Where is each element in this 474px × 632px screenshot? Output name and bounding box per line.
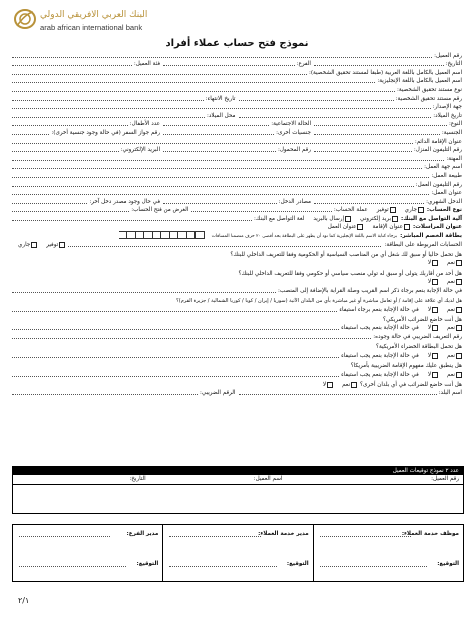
nationality-field[interactable]: الجنسية: [314,129,462,136]
linked-current-checkbox[interactable]: جاري [18,242,37,248]
us-tax-yes[interactable]: نعم [447,325,462,331]
officer-box [12,524,464,582]
tin-field[interactable]: رقم التعريف الضريبي في حالة وجوده: [12,333,462,340]
home-addr-checkbox[interactable]: عنوان الإقامة [372,224,409,230]
income-sources-field[interactable]: مصادر الدخل: [163,198,311,205]
date-field[interactable]: التاريخ: [314,60,462,67]
contact-lang-field[interactable]: لغة التواصل مع البنك: [12,215,304,222]
sanctioned-fill-field[interactable]: في حالة الإجابة بنعم برجاء استيفاء [12,306,419,313]
signature-box [12,466,464,514]
question-us-tax: هل أنت خاضع للضرائب الأمريكي؟ [383,316,462,323]
relative-no[interactable]: لا [428,279,438,285]
work-phone-field[interactable]: رقم التليفون العمل: [12,181,462,188]
form-title: نموذج فتح حساب عملاء أفراد [165,38,309,49]
logo-icon [14,8,36,30]
marital-field[interactable]: الحالة الاجتماعية: [163,120,311,127]
sig-date: التاريخ: [129,476,146,482]
service-manager-cell[interactable]: مدير خدمة العملاء: التوقيع: [162,525,312,581]
card-note: برجاء كتابة الاسم باللغة الإنجليزية كما تود أن يظهر على البطاقة بحد أقصى ٢٠ حرف متضمنا المسافات [211,234,398,240]
linked-accounts-label: الحسابات المربوطة على البطاقة: [384,241,462,248]
work-nature-field[interactable]: طبيعة العمل: [12,172,462,179]
us-residency-fill-field[interactable]: في حالة الإجابة بنعم يجب استيفاء [12,371,419,378]
name-ar-field[interactable]: اسم العميل بالكامل باللغة العربية (طبقا لمستند تحقيق الشخصية): [12,69,462,76]
signature-info-row [13,475,463,485]
gender-field[interactable]: النوع: [314,120,462,127]
pep-no[interactable]: لا [428,260,438,266]
other-tax-yes[interactable]: نعم [342,382,357,388]
card-name-boxes[interactable] [119,231,205,239]
sig-client-no: رقم العميل: [431,476,459,482]
bank-name-ar: البنك العربي الافريقي الدولي [40,10,148,20]
current-checkbox[interactable]: جاري [405,207,424,213]
email-field[interactable]: البريد الإلكتروني: [12,146,160,153]
question-us-residency: هل ينطبق عليك مفهوم الإقامة الضريبية بأمريكا؟ [350,362,462,369]
id-number-field[interactable]: رقم مستند تحقيق الشخصية: [239,95,463,102]
id-expiry-field[interactable]: تاريخ الانتهاء: [12,95,236,102]
birth-place-field[interactable]: محل الميلاد: [12,112,236,119]
branch-manager-cell[interactable]: مدير الفرع: التوقيع: [13,525,162,581]
saving-checkbox[interactable]: توفير [377,207,396,213]
mobile-field[interactable]: رقم المحمول: [163,146,311,153]
name-en-field[interactable]: اسم العميل بالكامل باللغة الإنجليزية: [12,77,462,84]
purpose-field[interactable]: الغرض من فتح الحساب: [12,206,188,213]
other-income-field[interactable]: في حال وجود مصدر دخل آخر: [12,198,160,205]
bank-name-en: arab african international bank [40,23,143,32]
monthly-income-field[interactable]: الدخل الشهري: [314,198,462,205]
officer-cell[interactable]: موظف خدمة العملاء: التوقيع: [313,525,463,581]
correspondence-label: عنوان المراسلات: [412,224,462,231]
client-number-field[interactable]: رقم العميل: [12,52,462,59]
birth-date-field[interactable]: تاريخ الميلاد: [239,112,463,119]
question-sanctioned: هل لديك أي علاقة على إقامة / أو تعامل مباشرة أو غير مباشرة بأي من البلدان الآتية (سوريا / إيران / كوبا / كوريا الشمالية / جزيرة القرم)؟ [176,298,462,304]
other-nationalities-field[interactable]: جنسيات أخرى: [163,129,311,136]
green-card-no[interactable]: لا [428,353,438,359]
address-field[interactable]: عنوان الإقامة الدائم: [12,138,462,145]
job-field[interactable]: المهنة: [12,155,462,162]
children-field[interactable]: عدد الأطفال: [12,120,160,127]
us-residency-no[interactable]: لا [428,372,438,378]
us-tax-fill-field[interactable]: في حالة الإجابة بنعم يجب استيفاء [12,324,419,331]
id-type-field[interactable]: نوع مستند تحقيق الشخصية: [12,86,462,93]
signature-header: عدد ٢ نموذج توقيعات العميل [13,467,463,475]
sig-client-name: اسم العميل: [253,476,283,482]
passport-field[interactable]: رقم جواز السفر (في حالة وجود جنسية أخرى): [12,129,160,136]
account-kind-label: نوع الحساب: [426,207,462,214]
issue-place-field[interactable]: جهة الإصدار: [12,103,462,110]
sanctioned-no[interactable]: لا [428,307,438,313]
client-category-field[interactable]: فئة العميل: [12,60,160,67]
branch-field[interactable]: الفرع: [163,60,311,67]
us-residency-yes[interactable]: نعم [447,372,462,378]
form-fields [12,50,462,396]
contact-mail-checkbox[interactable]: إرسال بالبريد [313,216,351,222]
employer-field[interactable]: اسم جهة العمل: [12,163,462,170]
contact-email-checkbox[interactable]: بريد إلكتروني [360,216,398,222]
question-green-card: هل تحمل البطاقة الخضراء الأمريكية؟ [376,344,462,351]
country-name-field[interactable]: اسم البلد: [239,389,463,396]
green-card-yes[interactable]: نعم [447,353,462,359]
question-pep: هل تحمل حاليا أو سبق لك شغل أي من المناصب السياسية أو الحكومية وفقا للتعريف الداخلي للبنك؟ [230,251,462,258]
linked-saving-checkbox[interactable]: توفير [46,242,65,248]
relative-yes[interactable]: نعم [447,279,462,285]
work-addr-checkbox[interactable]: عنوان العمل [328,224,364,230]
question-relative: هل أحد من أقاربك يتولى أو سبق له تولي منصب سياسي أو حكومي وفقا للتعريف الداخلي للبنك؟ [238,270,462,277]
home-phone-field[interactable]: رقم التليفون المنزل: [314,146,462,153]
tax-number-field[interactable]: الرقم الضريبي: [12,389,236,396]
pep-yes[interactable]: نعم [447,260,462,266]
direct-card-label: بطاقة الخصم المباشر: [400,233,462,240]
page-number: ٢/١ [18,596,30,605]
other-tax-no[interactable]: لا [323,382,333,388]
bank-logo [10,6,220,36]
sanctioned-yes[interactable]: نعم [447,307,462,313]
us-tax-no[interactable]: لا [428,325,438,331]
work-address-field[interactable]: عنوان العمل: [12,189,462,196]
signature-area[interactable] [13,485,463,512]
question-other-tax: هل أنت خاضع للضرائب في أي بلدان أخرى؟ [360,381,462,388]
currency-field[interactable]: عملة الحساب: [191,206,367,213]
contact-label: آلية التواصل مع البنك: [401,215,462,222]
relative-details-field[interactable]: في حالة الإجابة بنعم برجاء ذكر اسم القريب وصلة القرابة بالإضافة إلى المنصب: [12,287,462,294]
green-card-fill-field[interactable]: في حالة الإجابة بنعم يجب استيفاء [12,352,419,359]
